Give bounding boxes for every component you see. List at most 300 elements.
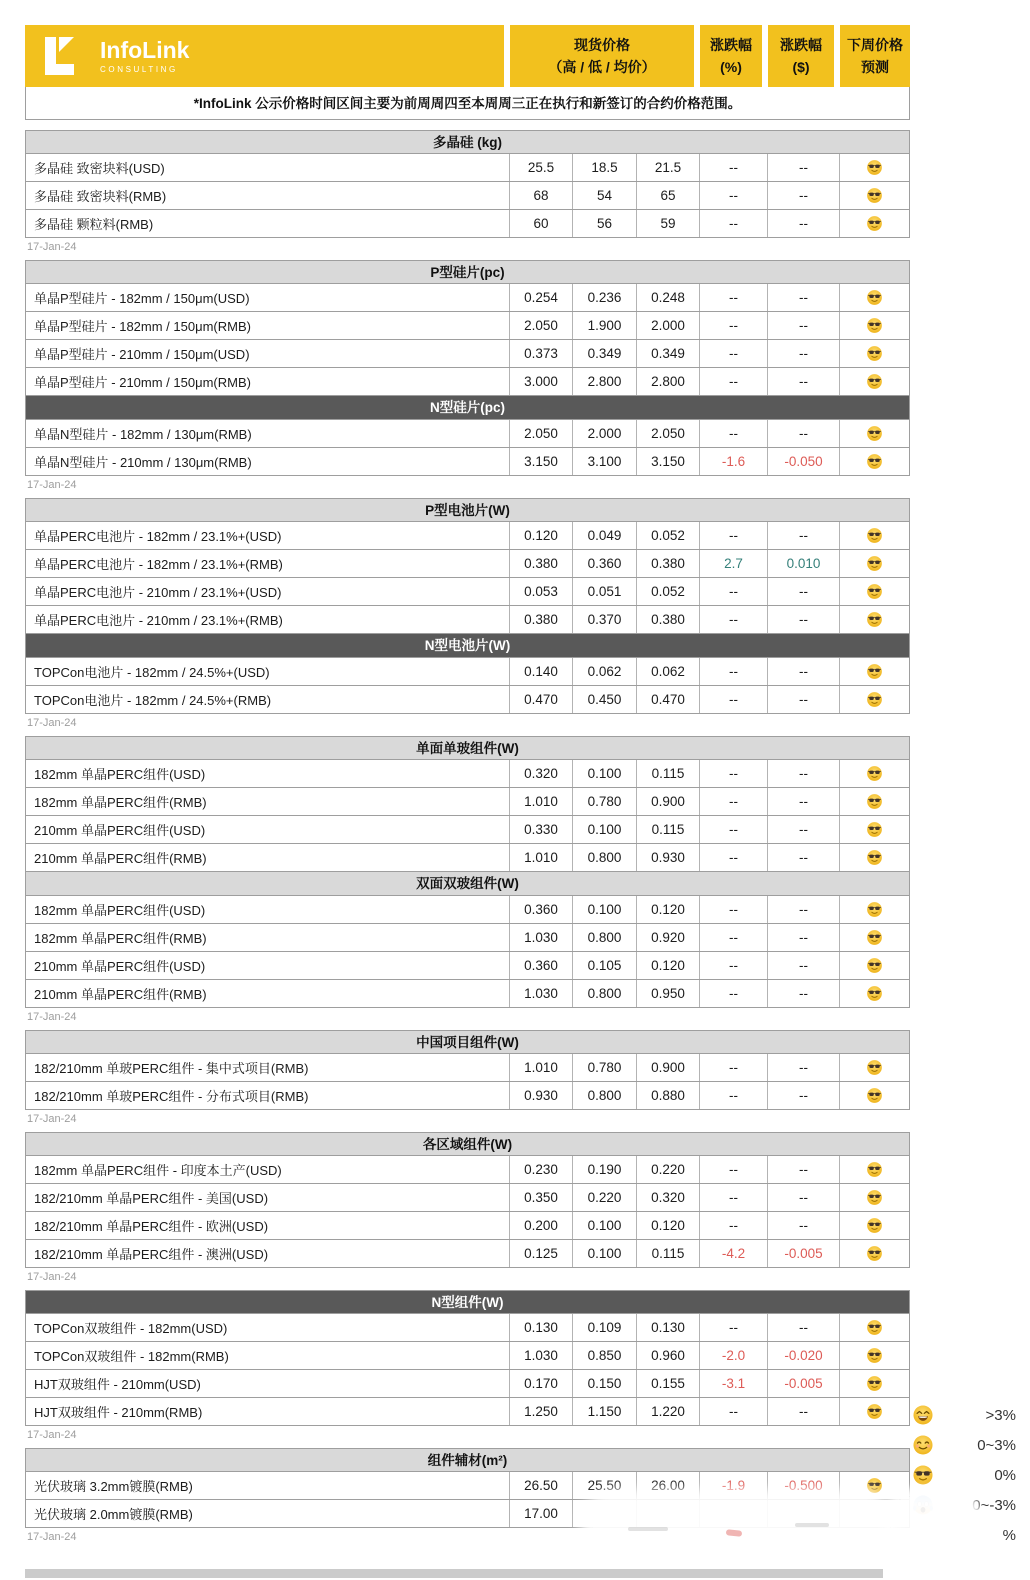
forecast-cell [840,924,909,951]
table-row [25,788,910,816]
laughing-emoji [912,1404,934,1426]
section-header: 组件辅材(m²) [25,1448,910,1472]
change-percent: -- [700,980,768,1007]
section-header: N型电池片(W) [25,634,910,658]
avg-price: 0.120 [637,896,700,923]
low-price: 1.150 [573,1398,637,1425]
product-name: 单晶PERC电池片 - 182mm / 23.1%+(RMB) [26,550,510,577]
low-price: 0.360 [573,550,637,577]
avg-price: 2.800 [637,368,700,395]
sunglasses-emoji [866,611,883,628]
product-name: 光伏玻璃 2.0mm镀膜(RMB) [26,1500,510,1527]
forecast-cell [840,1314,909,1341]
price-block [25,260,910,498]
change-percent: -2.0 [700,1342,768,1369]
price-block [25,1030,910,1132]
forecast-cell [840,658,909,685]
avg-price: 21.5 [637,154,700,181]
forecast-cell [840,1472,909,1499]
change-percent: -- [700,420,768,447]
low-price: 0.100 [573,896,637,923]
sunglasses-emoji [866,425,883,442]
change-dollar: -- [768,578,840,605]
sunglasses-emoji [866,1189,883,1206]
avg-price: 0.052 [637,522,700,549]
forecast-cell [840,284,909,311]
sunglasses-emoji [912,1464,934,1486]
low-price: 0.100 [573,1212,637,1239]
logo-text [100,38,189,73]
column-header-line: 下周价格 [847,36,903,53]
low-price: 0.780 [573,788,637,815]
avg-price: 0.900 [637,1054,700,1081]
forecast-cell [840,760,909,787]
change-percent: -- [700,1398,768,1425]
table-row [25,312,910,340]
sunglasses-emoji [866,583,883,600]
sunglasses-emoji [866,453,883,470]
product-name: HJT双玻组件 - 210mm(RMB) [26,1398,510,1425]
low-price: 0.100 [573,760,637,787]
low-price: 0.190 [573,1156,637,1183]
product-name: TOPCon电池片 - 182mm / 24.5%+(USD) [26,658,510,685]
change-dollar: 0.010 [768,550,840,577]
table-row [25,952,910,980]
forecast-cell [840,420,909,447]
sunglasses-emoji [866,1477,883,1494]
change-dollar: -- [768,980,840,1007]
high-price: 3.000 [510,368,573,395]
sunglasses-emoji [866,215,883,232]
table-row [25,1212,910,1240]
change-percent: -- [700,578,768,605]
column-header-line: 涨跌幅 [710,36,752,53]
high-price: 0.230 [510,1156,573,1183]
change-dollar: -- [768,312,840,339]
change-dollar: -- [768,1184,840,1211]
low-price: 2.800 [573,368,637,395]
change-percent: -- [700,1184,768,1211]
change-dollar: -- [768,1314,840,1341]
column-header-line: 涨跌幅 [780,36,822,53]
low-price: 0.349 [573,340,637,367]
avg-price: 0.052 [637,578,700,605]
change-percent: -- [700,1212,768,1239]
change-dollar: -- [768,952,840,979]
low-price: 0.109 [573,1314,637,1341]
legend-item [912,1464,1016,1486]
avg-price: 0.920 [637,924,700,951]
legend-label: 0% [994,1466,1016,1484]
change-dollar: -- [768,522,840,549]
high-price: 1.010 [510,788,573,815]
change-dollar: -- [768,844,840,871]
forecast-cell [840,368,909,395]
logo-shape [59,37,74,52]
high-price: 0.330 [510,816,573,843]
table-row [25,816,910,844]
low-price: 0.800 [573,924,637,951]
avg-price: 0.380 [637,606,700,633]
high-price: 0.930 [510,1082,573,1109]
forecast-cell [840,1370,909,1397]
product-name: 多晶硅 颗粒料(RMB) [26,210,510,237]
forecast-cell [840,312,909,339]
forecast-cell [840,154,909,181]
low-price: 0.780 [573,1054,637,1081]
price-block [25,130,910,260]
low-price: 0.450 [573,686,637,713]
column-header-line: 现货价格 [574,36,630,53]
high-price: 0.200 [510,1212,573,1239]
avg-price: 2.050 [637,420,700,447]
section-header: N型硅片(pc) [25,396,910,420]
section-header: N型组件(W) [25,1290,910,1314]
change-percent: -- [700,844,768,871]
table-row [25,924,910,952]
sunglasses-emoji [866,765,883,782]
table-row [25,1370,910,1398]
table-row [25,210,910,238]
low-price: 0.049 [573,522,637,549]
avg-price: 2.000 [637,312,700,339]
change-dollar: -0.500 [768,1472,840,1499]
high-price: 1.030 [510,1342,573,1369]
product-name: 光伏玻璃 3.2mm镀膜(RMB) [26,1472,510,1499]
table-row [25,448,910,476]
product-name: TOPCon电池片 - 182mm / 24.5%+(RMB) [26,686,510,713]
product-name: HJT双玻组件 - 210mm(USD) [26,1370,510,1397]
high-price: 68 [510,182,573,209]
high-price: 0.170 [510,1370,573,1397]
column-header-line: ($) [792,59,810,75]
table-row [25,420,910,448]
forecast-cell [840,1212,909,1239]
sunglasses-emoji [866,1245,883,1262]
change-dollar: -- [768,686,840,713]
high-price: 0.254 [510,284,573,311]
product-name: 单晶N型硅片 - 210mm / 130μm(RMB) [26,448,510,475]
product-name: 单晶P型硅片 - 182mm / 150μm(USD) [26,284,510,311]
avg-price: 0.115 [637,760,700,787]
change-dollar: -- [768,182,840,209]
change-percent: -- [700,1156,768,1183]
product-name: 182mm 单晶PERC组件 - 印度本土产(USD) [26,1156,510,1183]
table-row [25,1342,910,1370]
low-price: 25.50 [573,1472,637,1499]
high-price: 0.350 [510,1184,573,1211]
table-row [25,154,910,182]
sunglasses-emoji [866,317,883,334]
product-name: 182mm 单晶PERC组件(RMB) [26,924,510,951]
product-name: 182mm 单晶PERC组件(USD) [26,760,510,787]
product-name: 182/210mm 单晶PERC组件 - 澳洲(USD) [26,1240,510,1267]
change-percent: -- [700,522,768,549]
change-dollar: -0.050 [768,448,840,475]
change-percent: -1.9 [700,1472,768,1499]
table-row [25,1054,910,1082]
infolink-logo [25,25,510,87]
column-header-line: (%) [720,59,742,75]
smiling-emoji [912,1434,934,1456]
change-dollar: -- [768,606,840,633]
table-row [25,578,910,606]
high-price: 0.360 [510,896,573,923]
high-price: 0.373 [510,340,573,367]
sunglasses-emoji [866,1087,883,1104]
column-header-line: （高 / 低 / 均价） [548,59,656,75]
table-row [25,550,910,578]
avg-price: 0.248 [637,284,700,311]
change-dollar: -- [768,1082,840,1109]
low-price: 0.100 [573,1240,637,1267]
product-name: 182/210mm 单玻PERC组件 - 分布式项目(RMB) [26,1082,510,1109]
change-dollar: -- [768,340,840,367]
low-price: 0.220 [573,1184,637,1211]
change-dollar: -- [768,896,840,923]
sunglasses-emoji [866,1319,883,1336]
high-price: 1.030 [510,924,573,951]
avg-price: 0.930 [637,844,700,871]
legend-item [912,1404,1016,1426]
table-row [25,896,910,924]
forecast-cell [840,578,909,605]
change-dollar: -- [768,284,840,311]
product-name: 单晶P型硅片 - 210mm / 150μm(RMB) [26,368,510,395]
sunglasses-emoji [866,1059,883,1076]
table-row [25,182,910,210]
sunglasses-emoji [866,1217,883,1234]
product-name: 182/210mm 单晶PERC组件 - 欧洲(USD) [26,1212,510,1239]
change-percent: -- [700,312,768,339]
section-header: 中国项目组件(W) [25,1030,910,1054]
high-price: 0.053 [510,578,573,605]
change-dollar: -- [768,1398,840,1425]
avg-price: 0.120 [637,952,700,979]
sunglasses-emoji [866,1347,883,1364]
change-percent: -- [700,182,768,209]
change-percent: -- [700,1314,768,1341]
avg-price: 0.960 [637,1342,700,1369]
sunglasses-emoji [866,793,883,810]
product-name: 210mm 单晶PERC组件(RMB) [26,844,510,871]
column-header-line: 预测 [861,59,889,75]
table-row [25,284,910,312]
table-row [25,658,910,686]
avg-price: 59 [637,210,700,237]
section-date: 17-Jan-24 [27,1113,77,1125]
price-block [25,1132,910,1290]
product-name: 182/210mm 单玻PERC组件 - 集中式项目(RMB) [26,1054,510,1081]
product-name: 210mm 单晶PERC组件(USD) [26,952,510,979]
sunglasses-emoji [866,1403,883,1420]
legend-label: 0~3% [977,1436,1016,1454]
forecast-cell [840,980,909,1007]
watermark-blur [592,1501,884,1545]
sunglasses-emoji [866,929,883,946]
low-price: 18.5 [573,154,637,181]
obscured-value-remnant [795,1523,829,1527]
product-name: TOPCon双玻组件 - 182mm(USD) [26,1314,510,1341]
forecast-cell [840,522,909,549]
change-dollar: -- [768,1212,840,1239]
change-percent: -- [700,658,768,685]
change-dollar: -- [768,210,840,237]
change-dollar: -- [768,368,840,395]
high-price: 1.010 [510,844,573,871]
low-price: 3.100 [573,448,637,475]
high-price: 0.320 [510,760,573,787]
product-name: 单晶PERC电池片 - 210mm / 23.1%+(USD) [26,578,510,605]
change-percent: -- [700,896,768,923]
table-row [25,844,910,872]
table-row [25,1398,910,1426]
price-block [25,1290,910,1448]
product-name: 多晶硅 致密块料(USD) [26,154,510,181]
product-name: TOPCon双玻组件 - 182mm(RMB) [26,1342,510,1369]
table-row [25,760,910,788]
avg-price: 0.220 [637,1156,700,1183]
table-row [25,1156,910,1184]
table-row [25,368,910,396]
logo-shape [45,64,74,75]
avg-price: 0.130 [637,1314,700,1341]
table-row [25,1240,910,1268]
avg-price: 0.880 [637,1082,700,1109]
avg-price: 0.115 [637,816,700,843]
forecast-cell [840,896,909,923]
cropped-section-header [25,1569,883,1578]
avg-price: 0.155 [637,1370,700,1397]
avg-price: 0.950 [637,980,700,1007]
table-row [25,1082,910,1110]
legend-label: >3% [985,1406,1016,1424]
price-block [25,736,910,1030]
forecast-cell [840,1342,909,1369]
sunglasses-emoji [866,555,883,572]
section-header: 各区域组件(W) [25,1132,910,1156]
low-price: 0.800 [573,1082,637,1109]
change-percent: -3.1 [700,1370,768,1397]
forecast-cell [840,340,909,367]
product-name: 单晶PERC电池片 - 210mm / 23.1%+(RMB) [26,606,510,633]
table-row [25,340,910,368]
change-percent: -- [700,760,768,787]
forecast-cell [840,182,909,209]
low-price: 1.900 [573,312,637,339]
infolink-logo-icon [45,37,89,75]
avg-price: 26.00 [637,1472,700,1499]
watermark-blur [890,1496,974,1546]
high-price: 3.150 [510,448,573,475]
section-date: 17-Jan-24 [27,241,77,253]
sunglasses-emoji [866,663,883,680]
low-price: 0.150 [573,1370,637,1397]
section-header: 多晶硅 (kg) [25,130,910,154]
section-date: 17-Jan-24 [27,1429,77,1441]
avg-price: 65 [637,182,700,209]
sunglasses-emoji [866,187,883,204]
high-price: 26.50 [510,1472,573,1499]
sunglasses-emoji [866,373,883,390]
sunglasses-emoji [866,901,883,918]
column-header-forecast [840,25,910,87]
table-row [25,522,910,550]
price-block [25,498,910,736]
change-dollar: -- [768,760,840,787]
sunglasses-emoji [866,985,883,1002]
high-price: 0.140 [510,658,573,685]
section-date: 17-Jan-24 [27,1271,77,1283]
high-price: 17.00 [510,1500,573,1527]
product-name: 单晶N型硅片 - 182mm / 130μm(RMB) [26,420,510,447]
change-percent: -- [700,924,768,951]
high-price: 1.010 [510,1054,573,1081]
price-table [25,130,910,1550]
legend-label: 0~-3% [972,1496,1016,1514]
high-price: 0.360 [510,952,573,979]
sunglasses-emoji [866,1375,883,1392]
forecast-cell [840,844,909,871]
legend-item [912,1434,1016,1456]
high-price: 0.130 [510,1314,573,1341]
avg-price: 0.380 [637,550,700,577]
section-header: P型硅片(pc) [25,260,910,284]
change-percent: -4.2 [700,1240,768,1267]
change-dollar: -- [768,924,840,951]
change-percent: -- [700,1054,768,1081]
product-name: 182mm 单晶PERC组件(USD) [26,896,510,923]
forecast-cell [840,210,909,237]
high-price: 2.050 [510,312,573,339]
change-percent: -- [700,686,768,713]
forecast-cell [840,1054,909,1081]
product-name: 210mm 单晶PERC组件(RMB) [26,980,510,1007]
avg-price: 0.320 [637,1184,700,1211]
change-dollar: -- [768,154,840,181]
product-name: 单晶P型硅片 - 182mm / 150μm(RMB) [26,312,510,339]
avg-price: 0.120 [637,1212,700,1239]
change-percent: -- [700,816,768,843]
change-dollar: -- [768,788,840,815]
logo-subtitle: CONSULTING [100,64,178,74]
high-price: 0.380 [510,606,573,633]
product-name: 182mm 单晶PERC组件(RMB) [26,788,510,815]
change-dollar: -- [768,658,840,685]
forecast-cell [840,1240,909,1267]
sunglasses-emoji [866,159,883,176]
change-dollar: -0.005 [768,1240,840,1267]
sunglasses-emoji [866,691,883,708]
product-name: 单晶P型硅片 - 210mm / 150μm(USD) [26,340,510,367]
change-dollar: -- [768,420,840,447]
avg-price: 0.349 [637,340,700,367]
change-percent: -1.6 [700,448,768,475]
column-header-spot-price [510,25,700,87]
high-price: 0.380 [510,550,573,577]
forecast-cell [840,550,909,577]
high-price: 25.5 [510,154,573,181]
forecast-cell [840,788,909,815]
section-header: P型电池片(W) [25,498,910,522]
header-bar [25,25,910,87]
table-row [25,1314,910,1342]
avg-price: 0.470 [637,686,700,713]
section-date: 17-Jan-24 [27,1011,77,1023]
low-price: 0.800 [573,844,637,871]
high-price: 1.250 [510,1398,573,1425]
sunglasses-emoji [866,849,883,866]
